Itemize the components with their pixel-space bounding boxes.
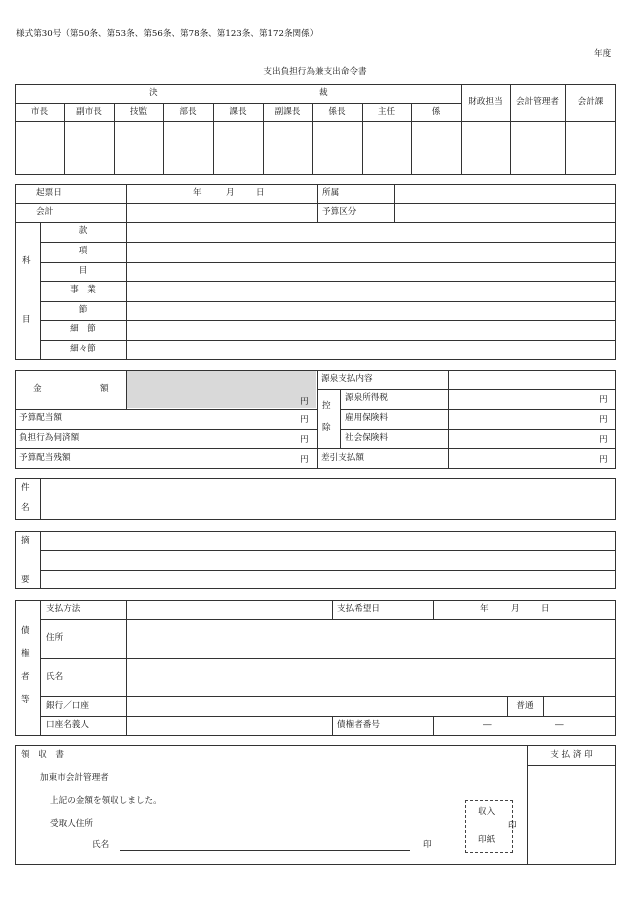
receipt-statement: 上記の金額を領収しました。 bbox=[50, 796, 162, 806]
role-section-chief: 課長 bbox=[229, 107, 247, 117]
sub-item-kou: 項 bbox=[78, 246, 88, 256]
role-chief-engineer: 技監 bbox=[129, 107, 148, 117]
fiscal-year-label: 年度 bbox=[594, 49, 612, 59]
summary-box bbox=[15, 531, 616, 589]
role-staff: 係 bbox=[431, 107, 441, 117]
creditor-char-3: 者 bbox=[21, 672, 30, 682]
deduction-char-2: 除 bbox=[322, 423, 331, 433]
summary-char-1: 摘 bbox=[21, 536, 30, 546]
issue-date-label: 起票日 bbox=[36, 188, 62, 198]
bank-account-label: 銀行／口座 bbox=[46, 701, 89, 711]
department-label: 所属 bbox=[322, 188, 340, 198]
kamoku-char-2: 目 bbox=[22, 315, 31, 325]
creditor-number-dash-1: ― bbox=[483, 720, 492, 730]
finance-staff-label: 財政担当 bbox=[468, 97, 503, 107]
role-unit-chief: 係長 bbox=[328, 107, 346, 117]
account-label: 会計 bbox=[36, 207, 54, 217]
subject-char-2: 名 bbox=[21, 503, 30, 513]
sub-item-setsu: 節 bbox=[78, 305, 88, 315]
receipt-title: 領 収 書 bbox=[21, 750, 64, 760]
account-holder-label: 口座名義人 bbox=[46, 720, 89, 730]
budget-class-label: 予算区分 bbox=[322, 207, 357, 217]
form-title: 支出負担行為兼支出命令書 bbox=[263, 67, 367, 77]
income-tax-label: 源泉所得税 bbox=[345, 393, 388, 403]
receipt-name-label: 氏名 bbox=[92, 840, 110, 850]
net-payment-label: 差引支払額 bbox=[321, 453, 364, 463]
issue-date-year: 年 bbox=[193, 188, 202, 198]
summary-char-2: 要 bbox=[21, 575, 30, 585]
name-label: 氏名 bbox=[46, 672, 64, 682]
account-type-label: 普通 bbox=[516, 701, 534, 711]
role-senior-staff: 主任 bbox=[377, 107, 396, 117]
revenue-stamp-label-2: 印紙 bbox=[478, 835, 496, 845]
amount-label-char-2: 額 bbox=[100, 384, 109, 394]
income-tax-yen: 円 bbox=[599, 395, 608, 405]
employment-insurance-yen: 円 bbox=[599, 415, 608, 425]
subject-box bbox=[15, 478, 616, 520]
sub-item-moku: 目 bbox=[78, 266, 88, 276]
budget-remaining-yen: 円 bbox=[300, 455, 309, 465]
creditor-char-4: 等 bbox=[21, 695, 30, 705]
creditor-number-label: 債権者番号 bbox=[337, 720, 380, 730]
desired-date-year: 年 bbox=[480, 604, 489, 614]
subject-char-1: 件 bbox=[21, 483, 30, 493]
social-insurance-yen: 円 bbox=[599, 435, 608, 445]
role-director: 部長 bbox=[179, 107, 197, 117]
payment-method-label: 支払方法 bbox=[46, 604, 81, 614]
sub-item-saisetsu: 細 節 bbox=[70, 324, 96, 334]
budget-allocated-label: 予算配当額 bbox=[19, 413, 62, 423]
sub-item-jigyou: 事 業 bbox=[70, 285, 96, 295]
sub-item-kan: 款 bbox=[78, 226, 88, 236]
form-number: 様式第30号（第50条、第53条、第56条、第78条、第123条、第172条関係） bbox=[16, 29, 319, 39]
role-mayor: 市長 bbox=[30, 107, 49, 117]
sub-item-saisaisetsu: 細々節 bbox=[70, 344, 96, 354]
recipient-address-label: 受取人住所 bbox=[50, 819, 93, 829]
committed-amount-label: 負担行為伺済額 bbox=[19, 433, 80, 443]
amount-shaded-cell bbox=[126, 371, 316, 408]
social-insurance-label: 社会保険料 bbox=[345, 433, 388, 443]
address-label: 住所 bbox=[46, 633, 64, 643]
kamoku-char-1: 科 bbox=[22, 256, 31, 266]
ketsu-label: 決 bbox=[149, 88, 158, 98]
employment-insurance-label: 雇用保険料 bbox=[345, 413, 388, 423]
committed-amount-yen: 円 bbox=[300, 435, 309, 445]
accounting-manager-label: 会計管理者 bbox=[516, 97, 559, 107]
budget-remaining-label: 予算配当残額 bbox=[19, 453, 71, 463]
sai-label: 裁 bbox=[319, 88, 328, 98]
amount-label-char-1: 金 bbox=[33, 384, 42, 394]
receipt-addressee: 加東市会計管理者 bbox=[40, 773, 109, 783]
issue-date-day: 日 bbox=[256, 188, 265, 198]
creditor-char-2: 権 bbox=[21, 649, 30, 659]
withholding-label: 源泉支払内容 bbox=[321, 374, 373, 384]
net-payment-yen: 円 bbox=[599, 455, 608, 465]
revenue-stamp-label-1: 収入 bbox=[478, 807, 496, 817]
role-deputy-mayor: 副市長 bbox=[76, 107, 102, 117]
role-deputy-section-chief: 副課長 bbox=[274, 107, 301, 117]
desired-date-month: 月 bbox=[511, 604, 520, 614]
creditor-char-1: 債 bbox=[21, 626, 30, 636]
budget-allocated-yen: 円 bbox=[300, 415, 309, 425]
desired-date-label: 支払希望日 bbox=[337, 604, 380, 614]
issue-date-month: 月 bbox=[226, 188, 235, 198]
accounting-section-label: 会計課 bbox=[577, 97, 604, 107]
revenue-stamp-seal: 印 bbox=[508, 821, 517, 831]
deduction-char-1: 控 bbox=[322, 401, 331, 411]
desired-date-day: 日 bbox=[541, 604, 550, 614]
signature-line bbox=[120, 850, 410, 851]
paid-stamp-label: 支 払 済 印 bbox=[550, 750, 593, 760]
amount-yen: 円 bbox=[300, 397, 309, 407]
receipt-seal-mark: 印 bbox=[423, 840, 432, 850]
creditor-number-dash-2: ― bbox=[555, 720, 564, 730]
